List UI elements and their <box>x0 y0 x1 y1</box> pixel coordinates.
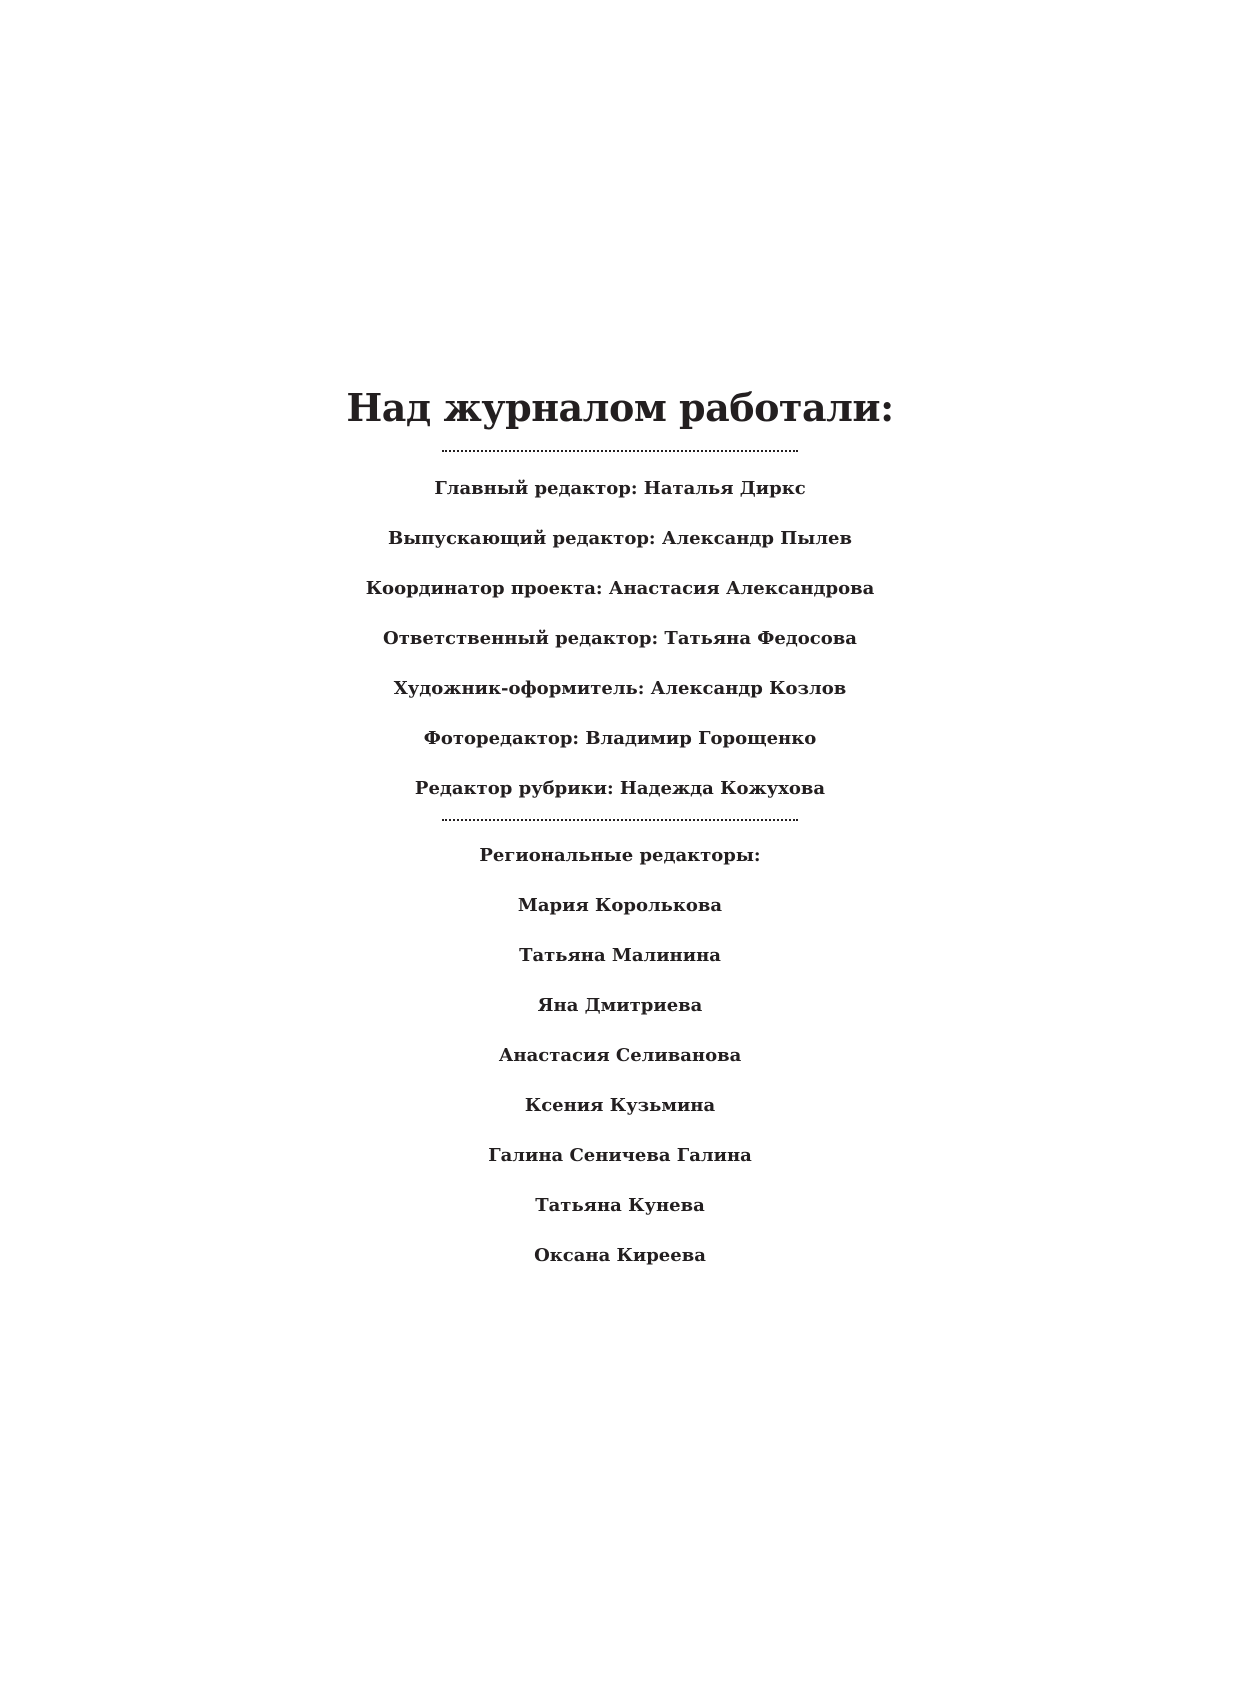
regional-editor-name: Татьяна Кунева <box>535 1195 705 1216</box>
regional-editor-name: Татьяна Малинина <box>519 945 721 966</box>
role-line-chief-editor: Главный редактор: Наталья Диркс <box>434 478 806 499</box>
page-title: Над журналом работали: <box>346 385 894 430</box>
credits-block <box>0 378 1240 1268</box>
role-line-responsible-editor: Ответственный редактор: Татьяна Федосова <box>383 628 857 649</box>
regional-editors-list <box>0 844 1240 1268</box>
regional-editor-name: Яна Дмитриева <box>537 995 703 1016</box>
regional-editor-name: Ксения Кузьмина <box>524 1095 716 1116</box>
regional-heading: Региональные редакторы: <box>479 845 761 866</box>
regional-editor-name: Мария Королькова <box>517 895 723 916</box>
regional-editor-name: Галина Сеничева Галина <box>488 1145 752 1166</box>
role-line-photo-editor: Фоторедактор: Владимир Горощенко <box>423 728 817 749</box>
role-line-managing-editor: Выпускающий редактор: Александр Пылев <box>388 528 852 549</box>
regional-editor-name: Оксана Киреева <box>534 1245 706 1266</box>
role-line-section-editor: Редактор рубрики: Надежда Кожухова <box>414 778 826 799</box>
regional-editor-name: Анастасия Селиванова <box>498 1045 742 1066</box>
role-line-project-coordinator: Координатор проекта: Анастасия Александрова <box>365 578 875 599</box>
role-line-designer: Художник-оформитель: Александр Козлов <box>393 678 847 699</box>
dotted-divider-top <box>442 450 798 452</box>
dotted-divider-bottom <box>442 819 798 821</box>
roles-list <box>0 477 1240 819</box>
